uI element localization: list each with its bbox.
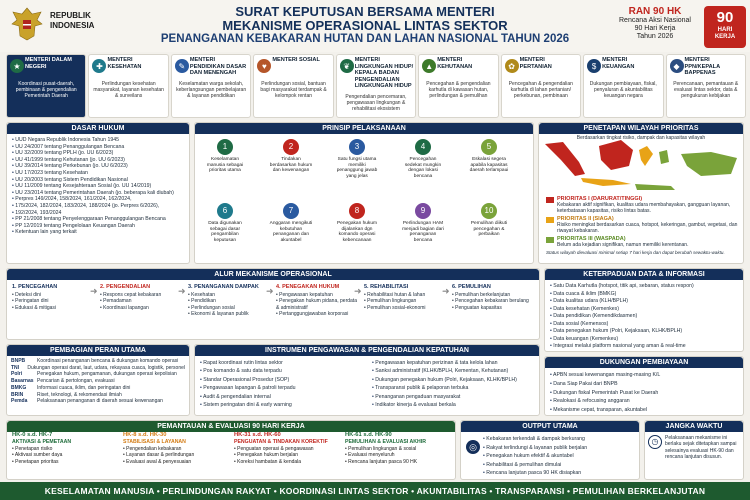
alur-step-item: • Koordinasi lapangan [100, 305, 182, 311]
education-icon: ✎ [175, 59, 189, 73]
jangka-text: Pelaksanaan mekanisme ini berlaku sejak ditetapkan sampai selesainya evaluasi HK-90 dan rencana lanjutan disusun. [665, 435, 737, 461]
keterpaduan-list [545, 280, 743, 354]
list-item: • UU 23/2014 tentang Pemerintahan Daerah (jo. beberapa kali diubah) [12, 190, 184, 197]
list-item: • Ketentuan lain yang terkait [12, 229, 184, 236]
ministry-card [253, 54, 333, 118]
social-icon: ♥ [257, 59, 271, 73]
phase-item: • Penguatan operasi & pengawasan [234, 446, 338, 452]
phase-item: • Evaluasi menyeluruh [345, 452, 449, 458]
arrow-right-icon: ➜ [266, 286, 274, 296]
peran-row [11, 385, 185, 392]
instrumen-right [367, 356, 539, 412]
alur-step [12, 284, 94, 334]
peran-table [7, 356, 189, 407]
list-item: • Audit & pengendalian internal [200, 393, 362, 401]
alur-step-item: • Pemulihan lingkungan [364, 298, 446, 304]
peran-org: Pemda [11, 398, 28, 405]
list-item: • UU 24/2007 tentang Penanggulangan Bencana [12, 144, 184, 151]
list-item: • Realokasi & refocusing anggaran [550, 397, 738, 406]
prinsip-text: Keselamatan manusia sebagai prioritas utama [206, 157, 244, 174]
list-item: • UU 20/2003 tentang Sistem Pendidikan Nasional [12, 177, 184, 184]
alur-step-item: • Pertanggungjawaban korporasi [276, 311, 358, 317]
agriculture-icon: ✿ [505, 59, 519, 73]
dasar-hukum-list [7, 134, 189, 239]
wilayah-note: Status wilayah dievaluasi minimal setiap 7 hari kerja dan dapat berubah sewaktu-waktu. [546, 250, 725, 255]
ministry-name: MENTERI KEHUTANAN [437, 57, 473, 70]
prioritas-legend [546, 196, 740, 256]
phase-stage: PEMULIHAN & EVALUASI AKHIR [345, 439, 426, 445]
phase-item: • Penegakan hukum berjalan [234, 452, 338, 458]
phase-card [123, 432, 227, 476]
prioritas-3 [546, 236, 740, 248]
ministry-card [6, 54, 86, 118]
prinsip-text: Perlindungan HAM menjadi bagian dari penanganan bencana [402, 221, 444, 243]
list-item: • Mekanisme cepat, transparan, akuntabel [550, 406, 738, 415]
pembiayaan-panel [544, 356, 744, 416]
ministry-desc: Koordinasi pusat-daerah, pembinaan & pengendalian Pemerintah Daerah [15, 81, 77, 99]
ran-box [605, 6, 705, 50]
ministry-desc: Perencanaan, pemantauan & evaluasi lintas sektor, data & pengukuran kebijakan [673, 81, 739, 99]
forest-icon: ▲ [422, 59, 436, 73]
keterpaduan-panel [544, 268, 744, 352]
ministry-desc: Pencegahan & pengendalian karhutla di kawasan hutan, perlindungan & pemulihan [426, 81, 491, 99]
prinsip-number-icon: 6 [217, 203, 233, 219]
phase-range: HK-8 s.d. HK-30 [123, 432, 167, 438]
peran-org: BNPB [11, 358, 26, 364]
alur-step [452, 284, 534, 334]
footer-banner: KESELAMATAN MANUSIA • PERLINDUNGAN RAKYAT • KOORDINASI LINTAS SEKTOR • AKUNTABILITAS • TRANSPARANSI • PEMULIHAN BERKELANJUTAN [0, 482, 750, 500]
ministry-desc: Perlindungan kesehatan masyarakat, layanan kesehatan & surveilans [93, 81, 164, 99]
ministry-emblem-icon: ★ [10, 59, 24, 73]
prinsip-item [203, 139, 247, 174]
jangka-panel [644, 420, 744, 480]
pemantauan-title: PEMANTAUAN & EVALUASI 90 HARI KERJA [7, 421, 455, 432]
ministry-card [418, 54, 498, 118]
prinsip-number-icon: 5 [481, 139, 497, 155]
health-icon: ✚ [92, 59, 106, 73]
prinsip-number-icon: 7 [283, 203, 299, 219]
phase-range: HK-31 s.d. HK-60 [234, 432, 281, 438]
list-item: • 175/2024, 182/2024, 183/2024, 188/2024 (jo. Perpres 6/2026), [12, 203, 184, 210]
alur-step-title: 6. PEMULIHAN [452, 284, 491, 290]
list-item: • Rakyat terlindungi & layanan publik berjalan [483, 444, 634, 453]
list-item: • Rapat koordinasi rutin lintas sektor [200, 359, 362, 367]
list-item: • 192/2024, 193/2024 [12, 210, 184, 217]
output-title: OUTPUT UTAMA [461, 421, 639, 432]
ministry-name: MENTERI SOSIAL [272, 57, 320, 63]
p3-swatch [546, 237, 554, 243]
ran-line-3: Tahun 2026 [636, 33, 674, 40]
list-item: • PP 12/2019 tentang Pengelolaan Keuangan Daerah [12, 223, 184, 230]
badge-line-2: KERJA [714, 34, 736, 40]
phase-item: • Aktivasi sumber daya [12, 452, 116, 458]
pembiayaan-list [545, 368, 743, 418]
prinsip-item [401, 203, 445, 243]
list-item: • Data pendidikan (Kemendikdasmen) [550, 313, 738, 321]
keterpaduan-title: KETERPADUAN DATA & INFORMASI [545, 269, 743, 280]
phase-item: • Pemulihan lingkungan & sosial [345, 446, 449, 452]
peran-desc: Riset, teknologi, & rekomendasi ilmiah [37, 391, 122, 398]
arrow-right-icon: ➜ [442, 286, 450, 296]
list-item: • UU 39/2014 tentang Perkebunan (jo. UU 6/2023) [12, 163, 184, 170]
peran-row [11, 392, 185, 399]
ministry-card [88, 54, 168, 118]
prinsip-text: Pemulihan diikuti pencegahan & perbaikan [470, 221, 508, 238]
prinsip-number-icon: 4 [415, 139, 431, 155]
list-item: • UU 17/2023 tentang Kesehatan [12, 170, 184, 177]
output-list [461, 432, 639, 481]
garuda-emblem-icon [10, 6, 44, 42]
arrow-right-icon: ➜ [354, 286, 362, 296]
peran-org: Polri [11, 371, 23, 378]
alur-step-title: 1. PENCEGAHAN [12, 284, 58, 290]
alur-step-item: • Penegakan hukum pidana, perdata & administratif [276, 298, 358, 311]
list-item: • Satu Data Karhutla (hotspot, titik api, sebaran, status respon) [550, 283, 738, 291]
dasar-hukum-title: DASAR HUKUM [7, 123, 189, 134]
peran-row [11, 371, 185, 378]
peran-desc: Dukungan operasi darat, laut, udara, rekayasa cuaca, logistik, personel [27, 364, 185, 371]
ministry-name: MENTERI DALAM NEGERI [25, 57, 72, 70]
ministry-name: MENTERI LINGKUNGAN HIDUP/ KEPALA BADAN PENGENDALIAN LINGKUNGAN HIDUP [354, 57, 414, 89]
ministry-card [583, 54, 663, 118]
peran-panel [6, 344, 190, 416]
alur-step-item: • Ekonomi & layanan publik [188, 311, 270, 317]
prinsip-panel [194, 122, 534, 264]
phase-item: • Penetapan prioritas [12, 459, 116, 465]
peran-desc: Penegakan hukum, pengamanan, dukungan operasi kepolisian [37, 371, 177, 378]
main-subtitle: MEKANISME OPERASIONAL LINTAS SEKTOR [222, 18, 508, 33]
alur-step-item: • Pendidikan [188, 298, 270, 304]
ministry-card [171, 54, 251, 118]
p1-title: PRIORITAS I (DARURAT/TINGGI) [557, 196, 643, 202]
ministry-name: MENTERI KEUANGAN [602, 57, 635, 70]
prinsip-item [467, 139, 511, 174]
list-item: • Perpres 149/2024, 158/2024, 161/2024, 162/2024, [12, 196, 184, 203]
alur-step-title: 5. REHABILITASI [364, 284, 409, 290]
list-item: • Data kesehatan (Kemenkes) [550, 306, 738, 314]
peran-org: BMKG [11, 384, 27, 391]
instrumen-panel [194, 344, 540, 416]
prinsip-number-icon: 9 [415, 203, 431, 219]
ministry-name: MENTERI PENDIDIKAN DASAR DAN MENENGAH [189, 57, 247, 76]
prinsip-number-icon: 10 [481, 203, 497, 219]
main-title: SURAT KEPUTUSAN BERSAMA MENTERI [235, 4, 495, 19]
list-item: • Penanganan pengaduan masyarakat [372, 393, 534, 401]
prinsip-item [203, 203, 247, 243]
list-item: • Indikator kinerja & evaluasi berkala [372, 401, 534, 409]
ministry-card [336, 54, 416, 118]
ministry-name: MENTERI KESEHATAN [107, 57, 142, 70]
instrumen-left [195, 356, 367, 412]
90-hari-badge [704, 6, 746, 48]
prinsip-item [335, 139, 379, 179]
ran-desc [605, 17, 705, 41]
list-item: • Kebakaran terkendali & dampak berkurang [483, 435, 634, 444]
list-item: • UU 41/1999 tentang Kehutanan (jo. UU 6/2023) [12, 157, 184, 164]
alur-step-item: • Pencegahan kebakaran berulang [452, 298, 534, 304]
prinsip-item [467, 203, 511, 238]
list-item: • UU 32/2009 tentang PPLH (jo. UU 6/2023) [12, 150, 184, 157]
prinsip-text: Penegakan hukum dijalankan dgn komando operasi kebencanaan [336, 221, 377, 243]
alur-step-title: 4. PENEGAKAN HUKUM [276, 284, 340, 290]
ministry-desc: Perlindungan sosial, bantuan bagi masyarakat terdampak & kelompok rentan [260, 81, 327, 99]
p1-desc: Kebakaran aktif signifikan, kualitas udara membahayakan, gangguan layanan, keterbatasan kapasitas, risiko lintas batas. [557, 202, 731, 214]
ran-line-1: Rencana Aksi Nasional [619, 17, 691, 24]
list-item: • PP 21/2008 tentang Penyelenggaraan Penanggulangan Bencana [12, 216, 184, 223]
list-item: • Integrasi melalui platform nasional yang aman & real-time [550, 343, 738, 351]
instrumen-columns [195, 356, 539, 412]
phase-stage: STABILISASI & LAYANAN [123, 439, 186, 445]
peran-row [11, 398, 185, 405]
list-item: • UUD Negara Republik Indonesia Tahun 1945 [12, 137, 184, 144]
peran-org: TNI [11, 364, 20, 371]
prinsip-item [269, 203, 313, 243]
clock-icon: ◷ [648, 435, 662, 449]
phase-item: • Pengendalian kebakaran [123, 446, 227, 452]
peran-org: Basarnas [11, 378, 34, 385]
prinsip-title: PRINSIP PELAKSANAAN [195, 123, 533, 134]
prioritas-2 [546, 216, 740, 234]
phase-card [345, 432, 449, 476]
p3-title: PRIORITAS III (WASPADA) [557, 236, 626, 242]
list-item: • Dana Siap Pakai dari BNPB [550, 380, 738, 389]
arrow-right-icon: ➜ [178, 286, 186, 296]
prinsip-item [401, 139, 445, 179]
prinsip-text: Eskalasi segera apabila kapasitas daerah terlampaui [469, 157, 509, 174]
pembiayaan-title: DUKUNGAN PEMBIAYAAN [545, 357, 743, 368]
peran-row [11, 358, 185, 365]
prinsip-text: Data digunakan sebagai dasar pengambilan keputusan [208, 221, 242, 243]
prinsip-number-icon: 3 [349, 139, 365, 155]
list-item: • Pengawasan lapangan & patroli terpadu [200, 384, 362, 392]
list-item: • Standar Operasional Prosedur (SOP) [200, 376, 362, 384]
alur-step-item: • Pemulihan berkelanjutan [452, 292, 534, 298]
ministry-card [501, 54, 581, 118]
phase-item: • Rencana lanjutan pasca 90 HK [345, 459, 449, 465]
target-icon: ◎ [466, 440, 480, 454]
prinsip-item [269, 139, 313, 174]
p2-desc: Risiko meningkat berdasarkan cuaca, hotspot, kekeringan, gambut, vegetasi, dan riwayat kebakaran. [557, 222, 738, 234]
indonesia-map [541, 132, 741, 194]
list-item: • Sanksi administratif (KLHK/BPLH, Kementan, Kehutanan) [372, 367, 534, 375]
phase-item: • Layanan dasar & perlindungan [123, 452, 227, 458]
p2-title: PRIORITAS II (SIAGA) [557, 216, 614, 222]
ministry-name: MENTERI PERTANIAN [519, 57, 552, 70]
output-panel [460, 420, 640, 480]
list-item: • UU 11/2009 tentang Kesejahteraan Sosial (jo. UU 14/2019) [12, 183, 184, 190]
prinsip-text: Tindakan berdasarkan hukum dan kewenangan [269, 157, 313, 174]
alur-step-item: • Deteksi dini [12, 292, 94, 298]
list-item: • Pos komando & satu data terpadu [200, 367, 362, 375]
list-item: • Rencana lanjutan pasca 90 HK disiapkan [483, 469, 634, 478]
ministry-desc: Keselamatan warga sekolah, keberlangsungan pembelajaran & layanan pendidikan [176, 81, 247, 99]
alur-step-title: 3. PENANGANAN DAMPAK [188, 284, 259, 290]
alur-step-item: • Respons cepat kebakaran [100, 292, 182, 298]
list-item: • Pengawasan kepatuhan perizinan & tata kelola lahan [372, 359, 534, 367]
phase-item: • Evaluasi awal & penyesuaian [123, 459, 227, 465]
list-item: • Data penegakan hukum (Polri, Kejaksaan, KLHK/BPLH) [550, 328, 738, 336]
phase-range: HK-61 s.d. HK-90 [345, 432, 392, 438]
wilayah-title: PENETAPAN WILAYAH PRIORITAS [539, 123, 743, 134]
ministry-card [666, 54, 746, 118]
phase-card [234, 432, 338, 476]
list-item: • Transparansi publik & pelaporan terbuka [372, 384, 534, 392]
prinsip-text: Anggaran mengikuti kebutuhan penanganan dan akuntabel [269, 221, 313, 243]
list-item: • Dukungan fiskal Pemerintah Pusat ke Daerah [550, 389, 738, 398]
ministry-desc: Pengendalian pencemaran, pengawasan lingkungan & rehabilitasi ekosistem [345, 93, 407, 112]
list-item: • Sistem peringatan dini & early warning [200, 401, 362, 409]
prioritas-1 [546, 196, 740, 214]
phase-item: • Penetapan risiko [12, 446, 116, 452]
badge-number: 90 [716, 9, 734, 26]
ran-line-2: 90 Hari Kerja [634, 25, 676, 32]
ran-title: RAN 90 HK [628, 6, 682, 17]
list-item: • Data kualitas udara (KLH/BPLH) [550, 298, 738, 306]
peran-row [11, 365, 185, 372]
list-item: • Rehabilitasi & pemulihan dimulai [483, 461, 634, 470]
list-item: • Data cuaca & iklim (BMKG) [550, 291, 738, 299]
republic-label: REPUBLIK INDONESIA [50, 11, 95, 30]
prinsip-text: Pencegahan sedekat mungkin dengan lokasi bencana [404, 157, 442, 179]
alur-step [364, 284, 446, 334]
list-item: • Penegakan hukum efektif & akuntabel [483, 452, 634, 461]
phase-stage: AKTIVASI & PEMETAAN [12, 439, 72, 445]
prinsip-text: Satu fungsi utama memiliki penanggung jawab yang jelas [336, 157, 378, 179]
main-heading-3: PENANGANAN KEBAKARAN HUTAN DAN LAHAN NASIONAL TAHUN 2026 [160, 33, 570, 45]
peran-title: PEMBAGIAN PERAN UTAMA [7, 345, 189, 356]
list-item: • Data sosial (Kemensos) [550, 321, 738, 329]
list-item: • Data keuangan (Kemenkeu) [550, 336, 738, 344]
peran-org: BRIN [11, 391, 24, 398]
alur-step-item: • Penguatan kapasitas [452, 305, 534, 311]
p1-swatch [546, 197, 554, 203]
phase-stage: PENGUATAN & TINDAKAN KOREKTIF [234, 439, 328, 445]
peran-desc: Pelaksanaan penanganan di daerah sesuai kewenangan [37, 398, 163, 405]
alur-step-item: • Pengawasan kepatuhan [276, 292, 358, 298]
environment-icon: ❦ [340, 59, 354, 73]
dasar-hukum-panel [6, 122, 190, 264]
alur-step-item: • Edukasi & mitigasi [12, 305, 94, 311]
prinsip-number-icon: 1 [217, 139, 233, 155]
prinsip-item [335, 203, 379, 243]
alur-step-item: • Pemulihan sosial-ekonomi [364, 305, 446, 311]
alur-step-item: • Peringatan dini [12, 298, 94, 304]
alur-step [100, 284, 182, 334]
prinsip-number-icon: 2 [283, 139, 299, 155]
list-item: • APBN sesuai kewenangan masing-masing K/L [550, 371, 738, 380]
peran-desc: Informasi cuaca, iklim, dan peringatan dini [37, 384, 131, 391]
instrumen-title: INSTRUMEN PENGAWASAN & PENGENDALIAN KEPATUHAN [195, 345, 539, 356]
alur-step-item: • Perlindungan sosial [188, 305, 270, 311]
finance-icon: $ [587, 59, 601, 73]
wilayah-subtitle: Berdasarkan tingkat risiko, dampak dan kapasitas wilayah [576, 135, 706, 141]
jangka-body [645, 432, 743, 464]
peran-desc: Koordinasi penanganan bencana & dukungan komando operasi [37, 358, 179, 364]
alur-step-item: • Rehabilitasi hutan & lahan [364, 292, 446, 298]
p3-desc: Belum ada kejadian signifikan, namun memiliki kerentanan. [557, 242, 689, 248]
phase-card [12, 432, 116, 476]
alur-step-title: 2. PENGENDALIAN [100, 284, 151, 290]
arrow-right-icon: ➜ [90, 286, 98, 296]
alur-step-item: • Kesehatan [188, 292, 270, 298]
peran-row [11, 378, 185, 385]
alur-step [276, 284, 358, 334]
phase-item: • Koreksi hambatan & kendala [234, 459, 338, 465]
phase-range: HK-0 s.d. HK-7 [12, 432, 53, 438]
ministry-desc: Dukungan pembiayaan, fiskal, penyaluran & akuntabilitas keuangan negara [589, 81, 657, 99]
jangka-title: JANGKA WAKTU [645, 421, 743, 432]
peran-desc: Pencarian & pertolongan, evakuasi [37, 378, 115, 385]
prinsip-number-icon: 8 [349, 203, 365, 219]
p2-swatch [546, 217, 554, 223]
list-item: • Dukungan penegakan hukum (Polri, Kejaksaan, KLHK/BPLH) [372, 376, 534, 384]
ministry-name: MENTERI PPN/KEPALA BAPPENAS [684, 57, 720, 76]
planning-icon: ◆ [670, 59, 684, 73]
ministry-desc: Pencegahan & pengendalian karhutla di lahan pertanian/ perkebunan, pembinaan [508, 81, 573, 99]
alur-title: ALUR MEKANISME OPERASIONAL [7, 269, 539, 280]
alur-step [188, 284, 270, 334]
ministry-row [6, 54, 746, 118]
alur-step-item: • Pemadaman [100, 298, 182, 304]
badge-line-1: HARI [717, 27, 733, 33]
